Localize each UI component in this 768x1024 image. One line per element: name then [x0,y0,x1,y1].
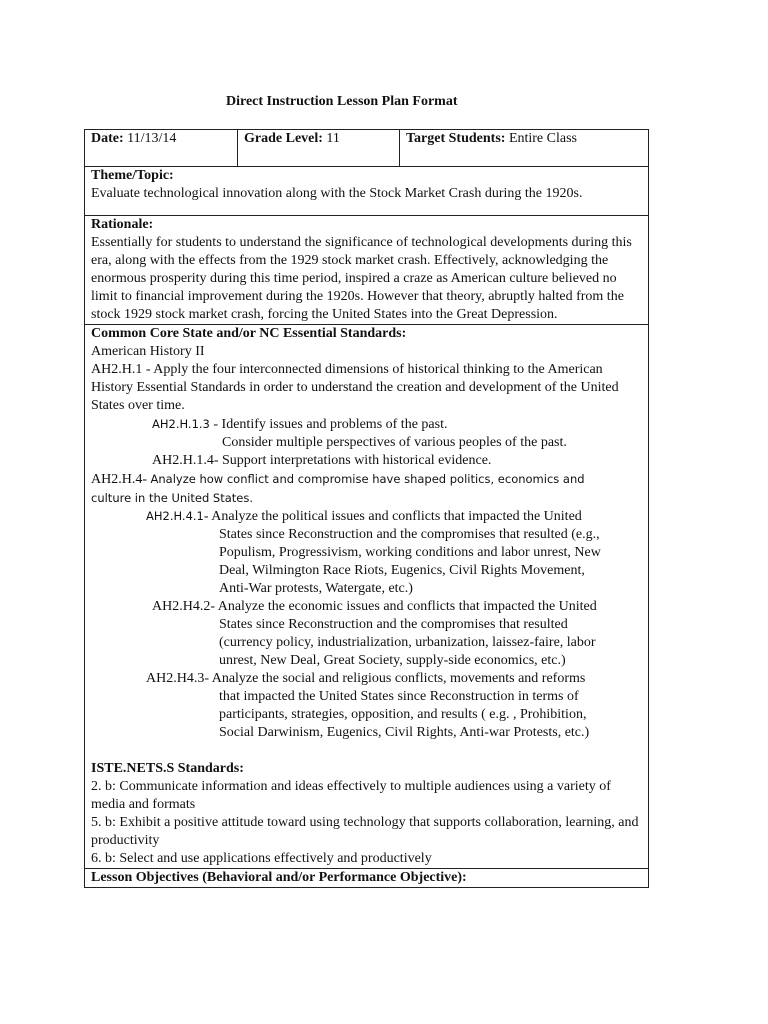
date-label: Date: [91,131,124,146]
standard-ah2h13 [91,415,642,434]
grade-level-cell [238,130,400,167]
standards-row [85,325,649,869]
grade-level-value: 11 [326,131,340,146]
target-students-label: Target Students: [406,131,506,146]
theme-row [85,167,649,216]
standards-label: Common Core State and/or NC Essential Standards: [91,326,407,341]
standard-ah2h41-line-4: Deal, Wilmington Race Riots, Eugenics, Civil Rights Movement, [219,563,585,578]
standard-ah2h43-line-1: AH2.H4.3- Analyze the social and religious conflicts, movements and reforms [146,671,586,686]
objectives-cell [85,869,649,888]
rationale-cell [85,216,649,325]
standard-ah2h41-code: AH2.H.4.1 [146,509,204,523]
theme-label: Theme/Topic: [91,168,174,183]
standard-ah2h13-sub: Consider multiple perspectives of various peoples of the past. [222,435,567,450]
spacer [91,742,642,760]
standard-ah2h41 [91,507,642,526]
standard-ah2h1: AH2.H.1 - Apply the four interconnected dimensions of historical thinking to the American History Essential Standards in order to understand the creation and development of the United States over time. [91,362,619,413]
standard-ah2h42-line-2: States since Reconstruction and the compromises that resulted [219,617,568,632]
date-cell [85,130,238,167]
standard-ah2h13-code: AH2.H.1.3 [152,417,210,431]
iste-label: ISTE.NETS.S Standards: [91,761,244,776]
standard-ah2h43-line-4: Social Darwinism, Eugenics, Civil Rights, Anti-war Protests, etc.) [219,725,590,740]
standard-ah2h41-line-1: - Analyze the political issues and conflicts that impacted the United [203,509,582,524]
standard-ah2h42-line-1: AH2.H4.2- Analyze the economic issues and conflicts that impacted the United [152,599,597,614]
objectives-row [85,869,649,888]
standards-course: American History II [91,344,205,359]
standards-cell [85,325,649,869]
iste-item-1: 2. b: Communicate information and ideas effectively to multiple audiences using a variety of media and formats [91,779,611,812]
standard-ah2h14: AH2.H.1.4- Support interpretations with historical evidence. [152,453,492,468]
target-students-value: Entire Class [508,131,577,146]
page-title: Direct Instruction Lesson Plan Format [226,94,458,109]
standard-ah2h4-text-1: Analyze how conflict and compromise have shaped politics, economics and [150,472,585,486]
standard-ah2h42-line-4: unrest, New Deal, Great Society, supply-side economics, etc.) [219,653,566,668]
lesson-plan-table [84,129,649,888]
standard-ah2h4-code: AH2.H.4- [91,472,147,487]
standard-ah2h43-line-2: that impacted the United States since Reconstruction in terms of [219,689,579,704]
standard-ah2h41-line-2: States since Reconstruction and the compromises that resulted (e.g., [219,527,600,542]
iste-item-3: 6. b: Select and use applications effectively and productively [91,851,432,866]
target-students-cell [400,130,649,167]
grade-level-label: Grade Level: [244,131,323,146]
date-value: 11/13/14 [127,131,177,146]
standard-ah2h43-line-3: participants, strategies, opposition, and results ( e.g. , Prohibition, [219,707,587,722]
header-row [85,130,649,167]
standard-ah2h41-line-3: Populism, Progressivism, working conditions and labor unrest, New [219,545,601,560]
theme-cell [85,167,649,216]
standard-ah2h4-text-2: culture in the United States. [91,491,254,505]
standard-ah2h42-line-3: (currency policy, industrialization, urbanization, laissez-faire, labor [219,635,596,650]
rationale-row [85,216,649,325]
theme-text: Evaluate technological innovation along with the Stock Market Crash during the 1920s. [91,186,583,201]
standard-ah2h13-text: - Identify issues and problems of the past. [209,417,448,432]
iste-item-2: 5. b: Exhibit a positive attitude toward using technology that supports collaboration, learning, and productivity [91,815,639,848]
objectives-label: Lesson Objectives (Behavioral and/or Performance Objective): [91,870,467,885]
rationale-label: Rationale: [91,217,154,232]
standard-ah2h41-line-5: Anti-War protests, Watergate, etc.) [219,581,413,596]
rationale-text: Essentially for students to understand the significance of technological developments during this era, along with the effects from the 1929 stock market crash. Effectively, acknowledging the enormous prosperity during this time period, inspired a craze as American culture believed no limit to financial improvement during the 1920s. However that theory, abruptly halted from the stock 1929 stock market crash, forcing the United States into the Great Depression. [91,235,632,322]
standard-ah2h4 [91,470,642,489]
